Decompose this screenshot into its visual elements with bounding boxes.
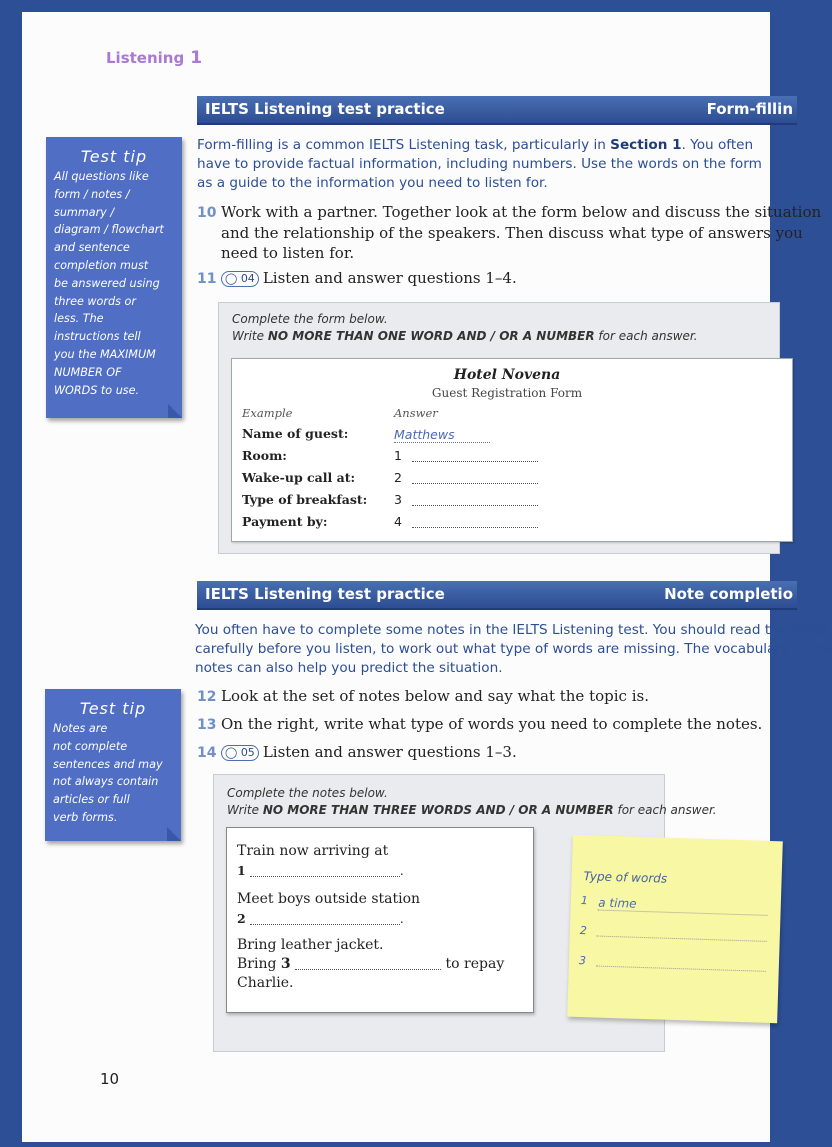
banner-note-completion — [197, 581, 797, 610]
note-text: Bring — [237, 956, 281, 972]
form-panel — [218, 302, 780, 554]
sticky-answer[interactable] — [597, 936, 767, 942]
question-number: 2 — [394, 470, 402, 485]
cd-track-number: 04 — [240, 272, 255, 285]
page-fold — [167, 827, 181, 841]
exercise-12 — [197, 686, 649, 707]
tip-line: not complete — [53, 739, 128, 753]
period: . — [399, 863, 404, 878]
exercise-text: Look at the set of notes below and say what the topic is. — [221, 687, 649, 705]
row-label: Wake-up call at: — [242, 470, 356, 485]
form-subtitle: Guest Registration Form — [431, 386, 583, 400]
exercise-13 — [197, 714, 762, 735]
note-text: Train now arriving at — [237, 843, 389, 859]
note-2 — [237, 890, 420, 928]
sticky-row — [581, 891, 772, 916]
column-example: Example — [242, 406, 293, 420]
instruction-line: Complete the form below. — [232, 312, 388, 326]
exercise-text: and the relationship of the speakers. Then discuss what type of answers you — [221, 224, 803, 242]
row-label: Payment by: — [242, 514, 328, 529]
instruction-text: Write — [232, 329, 268, 343]
cd-track-icon[interactable]: ◯ 05 — [221, 745, 259, 761]
exercise-text: Work with a partner. Together look at the form below and discuss the situation — [221, 203, 822, 221]
instruction-text: for each answer. — [613, 803, 717, 817]
intro-form-filling — [197, 136, 772, 193]
instruction-line: Complete the notes below. — [227, 786, 388, 800]
answer-line[interactable] — [412, 483, 538, 484]
note-text: Bring leather jacket. — [237, 937, 384, 953]
exercise-number: 10 — [197, 205, 217, 221]
tip-line: and sentence — [54, 241, 130, 255]
row-label: Room: — [242, 448, 287, 463]
exercise-text: On the right, write what type of words you need to complete the notes. — [221, 715, 763, 733]
banner-task: Note completio — [664, 585, 793, 603]
intro-line: You often have to complete some notes in the IELTS Listening test. You should read the notes — [195, 622, 830, 638]
intro-bold: Section 1 — [610, 137, 682, 153]
form-instructions — [232, 311, 698, 345]
tip-title: Test tip — [80, 147, 148, 166]
exercise-11 — [197, 268, 517, 289]
tip-line: three words or — [54, 294, 136, 308]
banner-title: IELTS Listening test practice — [205, 585, 445, 603]
tip-line: you the MAXIMUM — [54, 347, 156, 361]
intro-note-completion — [195, 621, 832, 678]
answer-line[interactable] — [295, 969, 441, 970]
exercise-14 — [197, 742, 517, 763]
question-number: 1 — [237, 863, 246, 878]
tip-line: verb forms. — [53, 810, 118, 824]
question-number: 2 — [237, 911, 246, 926]
tip-line: be answered using — [54, 276, 160, 290]
answer-line[interactable] — [412, 461, 538, 462]
instruction-line — [232, 328, 698, 345]
sticky-number: 3 — [578, 954, 587, 968]
instruction-bold: NO MORE THAN ONE WORD AND / OR A NUMBER — [267, 329, 595, 343]
instruction-text: for each answer. — [594, 329, 698, 343]
notes-instructions — [227, 785, 717, 819]
textbook-page — [22, 12, 832, 1142]
tip-line: All questions like — [54, 170, 149, 183]
answer-blank[interactable] — [394, 514, 538, 529]
intro-line: carefully before you listen, to work out what type of words are missing. The vocabulary in the — [195, 641, 832, 657]
tip-line: diagram / flowchart — [54, 223, 164, 237]
sticky-row — [579, 951, 769, 975]
row-label: Name of guest: — [242, 426, 349, 441]
handwritten-answer: Matthews — [394, 427, 490, 443]
row-label: Type of breakfast: — [242, 492, 368, 507]
exercise-number: 13 — [197, 717, 217, 733]
exercise-text: need to listen for. — [221, 244, 355, 262]
section-label — [106, 48, 202, 68]
notes-card — [226, 827, 534, 1013]
tip-line: completion must — [54, 258, 149, 272]
section-number: 1 — [190, 48, 203, 68]
sticky-title: Type of words — [583, 869, 668, 886]
test-tip-box — [45, 689, 181, 841]
exercise-number: 14 — [197, 745, 217, 761]
cd-track-icon[interactable]: ◯ 04 — [221, 271, 259, 287]
exercise-number: 11 — [197, 271, 217, 287]
tip-line: form / notes / — [54, 187, 130, 201]
note-text: Charlie. — [237, 975, 294, 991]
tip-line: instructions tell — [54, 330, 141, 344]
instruction-bold: NO MORE THAN THREE WORDS AND / OR A NUMBER — [262, 803, 614, 817]
tip-line: articles or full — [53, 793, 130, 807]
tip-line: Notes are — [53, 722, 108, 735]
banner-title: IELTS Listening test practice — [205, 100, 445, 118]
answer-line[interactable] — [412, 505, 538, 506]
test-tip-box — [46, 137, 182, 418]
answer-line[interactable] — [412, 527, 538, 528]
page-fold — [168, 404, 182, 418]
answer-line[interactable] — [250, 924, 400, 925]
question-number: 1 — [394, 448, 402, 463]
question-number: 4 — [394, 514, 402, 529]
note-text: Meet boys outside station — [237, 891, 421, 907]
instruction-text: Write — [227, 803, 263, 817]
exercise-text: Listen and answer questions 1–4. — [262, 269, 517, 287]
registration-form — [231, 358, 793, 542]
question-number: 3 — [394, 492, 402, 507]
intro-line: notes can also help you predict the situation. — [195, 660, 503, 676]
answer-line[interactable] — [250, 876, 400, 877]
intro-text-2: . You often have to provide factual information, including numbers. Use the words on the form as a guide to the information you need to listen for. — [197, 137, 762, 191]
intro-text-1: Form-filling is a common IELTS Listening task, particularly in — [197, 137, 611, 153]
sticky-answer[interactable]: a time — [598, 896, 768, 916]
sticky-number: 2 — [579, 924, 588, 938]
tip-body — [45, 718, 181, 827]
tip-body — [46, 166, 182, 399]
exercise-10 — [197, 202, 822, 263]
instruction-line — [227, 802, 717, 819]
sticky-number: 1 — [580, 894, 589, 908]
column-answer: Answer — [394, 406, 438, 420]
answer-example — [394, 425, 490, 443]
section-name: Listening — [106, 49, 185, 67]
answer-blank[interactable] — [394, 492, 538, 507]
sticky-note — [567, 835, 783, 1024]
note-3 — [237, 936, 504, 993]
tip-title: Test tip — [79, 699, 147, 718]
exercise-number: 12 — [197, 689, 217, 705]
note-text: to repay — [441, 956, 505, 972]
tip-line: NUMBER OF — [54, 365, 122, 379]
tip-line: sentences and may — [53, 757, 163, 771]
note-1 — [237, 842, 404, 880]
tip-line: summary / — [54, 205, 115, 219]
answer-blank[interactable] — [394, 470, 538, 485]
page-number: 10 — [100, 1070, 120, 1088]
sticky-answer[interactable] — [596, 966, 766, 972]
banner-task: Form-fillin — [706, 100, 793, 118]
cd-track-number: 05 — [240, 746, 255, 759]
question-number: 3 — [280, 956, 291, 972]
tip-line: not always contain — [53, 775, 159, 789]
tip-line: less. The — [54, 312, 104, 326]
sticky-row — [580, 921, 770, 945]
form-title: Hotel Novena — [453, 367, 561, 383]
exercise-text: Listen and answer questions 1–3. — [262, 743, 517, 761]
period: . — [399, 911, 404, 926]
answer-blank[interactable] — [394, 448, 538, 463]
tip-line: WORDS to use. — [54, 383, 140, 397]
banner-form-filling — [197, 96, 797, 125]
